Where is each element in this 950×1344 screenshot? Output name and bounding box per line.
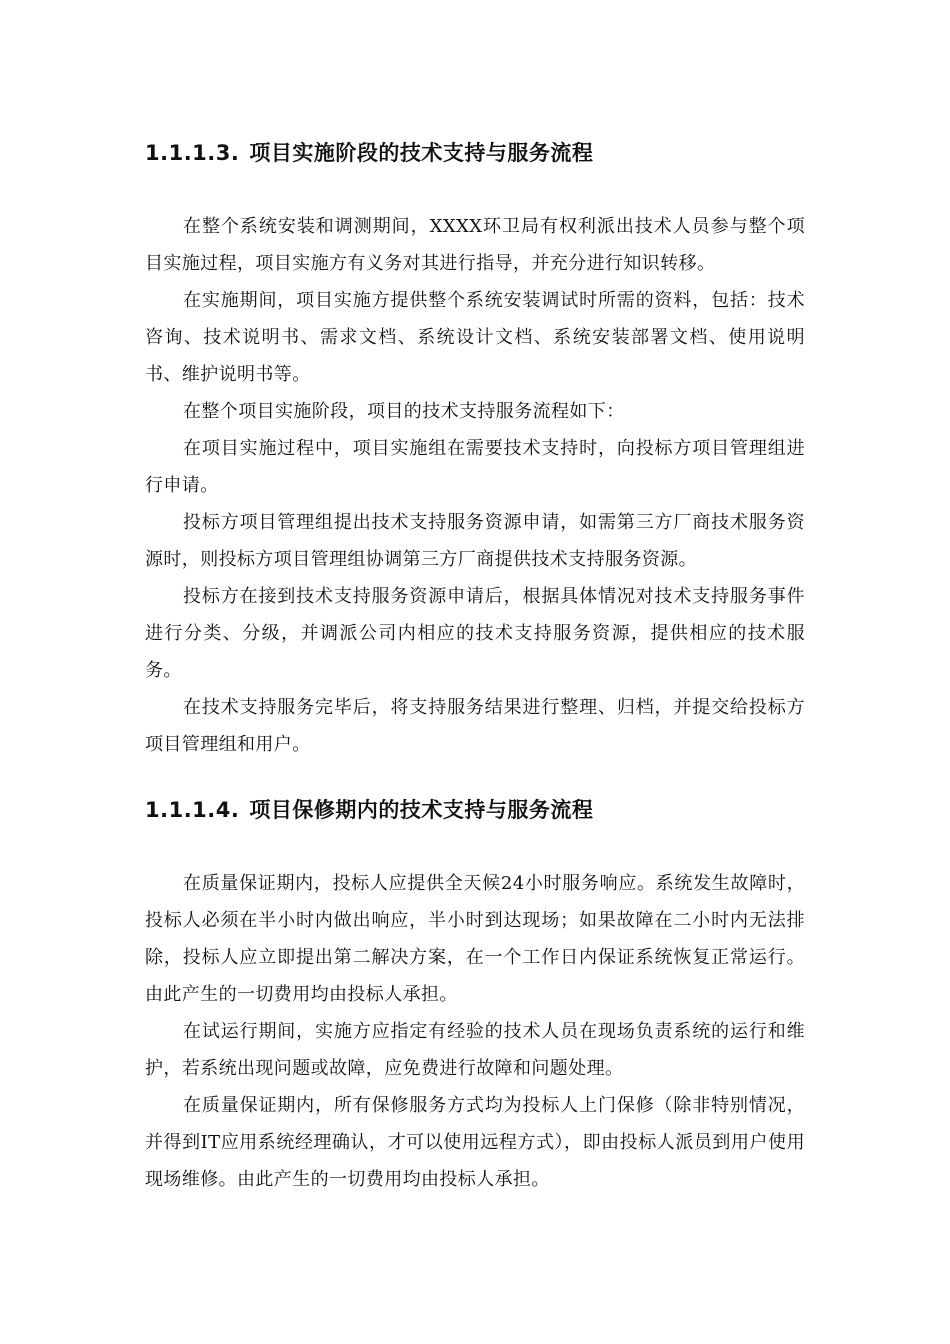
paragraph: 在整个项目实施阶段，项目的技术支持服务流程如下：: [183, 401, 625, 422]
paragraph: 在质量保证期内，所有保修服务方式均为投标人上门保修（除非特别情况，并得到IT应用系统经理确认，才可以使用远程方式），即由投标人派员到用户使用现场维修。由此产生的一切费用均由投标人承担。: [145, 1095, 805, 1190]
section-title: 项目保修期内的技术支持与服务流程: [249, 798, 594, 822]
section-number: 1.1.1.3.: [145, 141, 240, 165]
section-implementation-support: [145, 136, 805, 763]
section-heading: [145, 793, 805, 827]
paragraph: 在质量保证期内，投标人应提供全天候24小时服务响应。系统发生故障时，投标人必须在半小时内做出响应，半小时到达现场；如果故障在二小时内无法排除，投标人应立即提出第二解决方案，在一个工作日内保证系统恢复正常运行。由此产生的一切费用均由投标人承担。: [145, 873, 805, 1005]
section-heading: [145, 136, 805, 170]
paragraph: 在实施期间，项目实施方提供整个系统安装调试时所需的资料，包括：技术咨询、技术说明书、需求文档、系统设计文档、系统安装部署文档、使用说明书、维护说明书等。: [145, 290, 805, 385]
section-number: 1.1.1.4.: [145, 798, 240, 822]
paragraph: 在整个系统安装和调测期间，XXXX环卫局有权利派出技术人员参与整个项目实施过程，项目实施方有义务对其进行指导，并充分进行知识转移。: [145, 216, 805, 274]
paragraph: 在试运行期间，实施方应指定有经验的技术人员在现场负责系统的运行和维护，若系统出现问题或故障，应免费进行故障和问题处理。: [145, 1021, 805, 1079]
paragraph: 投标方在接到技术支持服务资源申请后，根据具体情况对技术支持服务事件进行分类、分级，并调派公司内相应的技术支持服务资源，提供相应的技术服务。: [145, 586, 805, 681]
paragraph: 在项目实施过程中，项目实施组在需要技术支持时，向投标方项目管理组进行申请。: [145, 438, 805, 496]
section-warranty-support: [145, 793, 805, 1198]
section-title: 项目实施阶段的技术支持与服务流程: [249, 141, 594, 165]
paragraph: 投标方项目管理组提出技术支持服务资源申请，如需第三方厂商技术服务资源时，则投标方项目管理组协调第三方厂商提供技术支持服务资源。: [145, 512, 805, 570]
paragraph: 在技术支持服务完毕后，将支持服务结果进行整理、归档，并提交给投标方项目管理组和用户。: [145, 697, 805, 755]
